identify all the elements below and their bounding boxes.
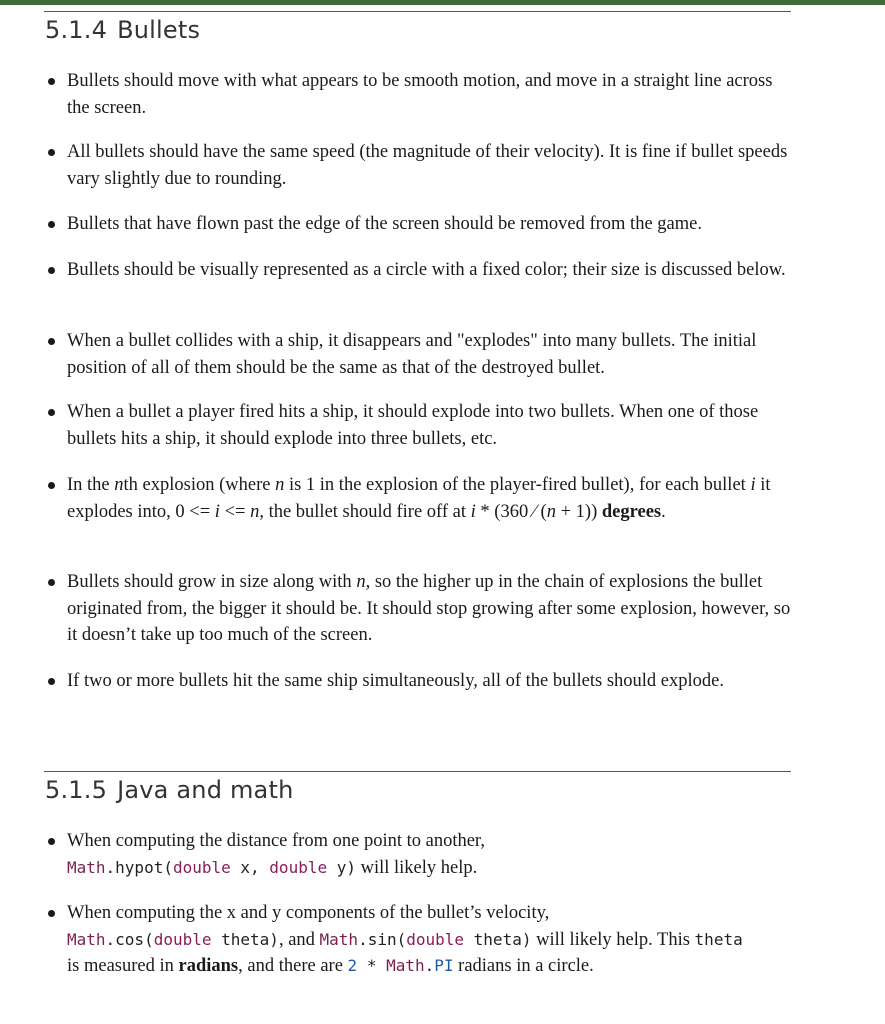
list-item: Bullets should grow in size along with n, so the higher up in the chain of explosions the bullet originated from, the bigger it should be. It should stop growing after some explosion, however, so it doesn’t take up too much of the screen. [67, 569, 797, 649]
list-item: Bullets should move with what appears to be smooth motion, and move in a straight line across the screen. [67, 68, 797, 121]
list-item: Bullets that have flown past the edge of the screen should be removed from the game. [67, 211, 797, 238]
section-divider [44, 771, 791, 772]
list-item: When a bullet collides with a ship, it disappears and "explodes" into many bullets. The initial position of all of them should be the same as that of the destroyed bullet. [67, 328, 797, 381]
top-accent-bar [0, 0, 885, 5]
section-number: 5.1.5 [45, 776, 108, 804]
code-two-pi: 2 * Math.PI [347, 956, 454, 975]
list-item: Bullets should be visually represented as a circle with a fixed color; their size is discussed below. [67, 257, 797, 284]
section-title: Java and math [117, 776, 294, 804]
section-heading-bullets [45, 16, 200, 44]
section-divider [44, 11, 791, 12]
code-snippet-sin: Math.sin(double theta) [319, 929, 532, 949]
list-item: All bullets should have the same speed (the magnitude of their velocity). It is fine if bullet speeds vary slightly due to rounding. [67, 139, 797, 192]
code-theta: theta [694, 929, 743, 949]
list-item: In the nth explosion (where n is 1 in the explosion of the player-fired bullet), for each bullet i it explodes into, 0 <= i <= n, the bullet should fire off at i * (360 ⁄ (n + 1)) degrees. [67, 472, 797, 525]
section-title: Bullets [117, 16, 201, 44]
list-item: When computing the distance from one point to another, Math.hypot(double x, double y) will likely help. [67, 828, 797, 881]
section-number: 5.1.4 [45, 16, 108, 44]
section-heading-java-math [45, 776, 294, 804]
code-snippet-cos: Math.cos(double theta) [67, 929, 279, 949]
list-item: If two or more bullets hit the same ship simultaneously, all of the bullets should explode. [67, 668, 797, 695]
list-item: When computing the x and y components of the bullet’s velocity, Math.cos(double theta), and Math.sin(double theta) will likely help. This theta is measured in radians, and there are 2 * Math.PI radians in a circle. [67, 900, 797, 980]
code-snippet-hypot: Math.hypot(double x, double y) [67, 857, 356, 877]
list-item: When a bullet a player fired hits a ship, it should explode into two bullets. When one of those bullets hits a ship, it should explode into three bullets, etc. [67, 399, 797, 452]
